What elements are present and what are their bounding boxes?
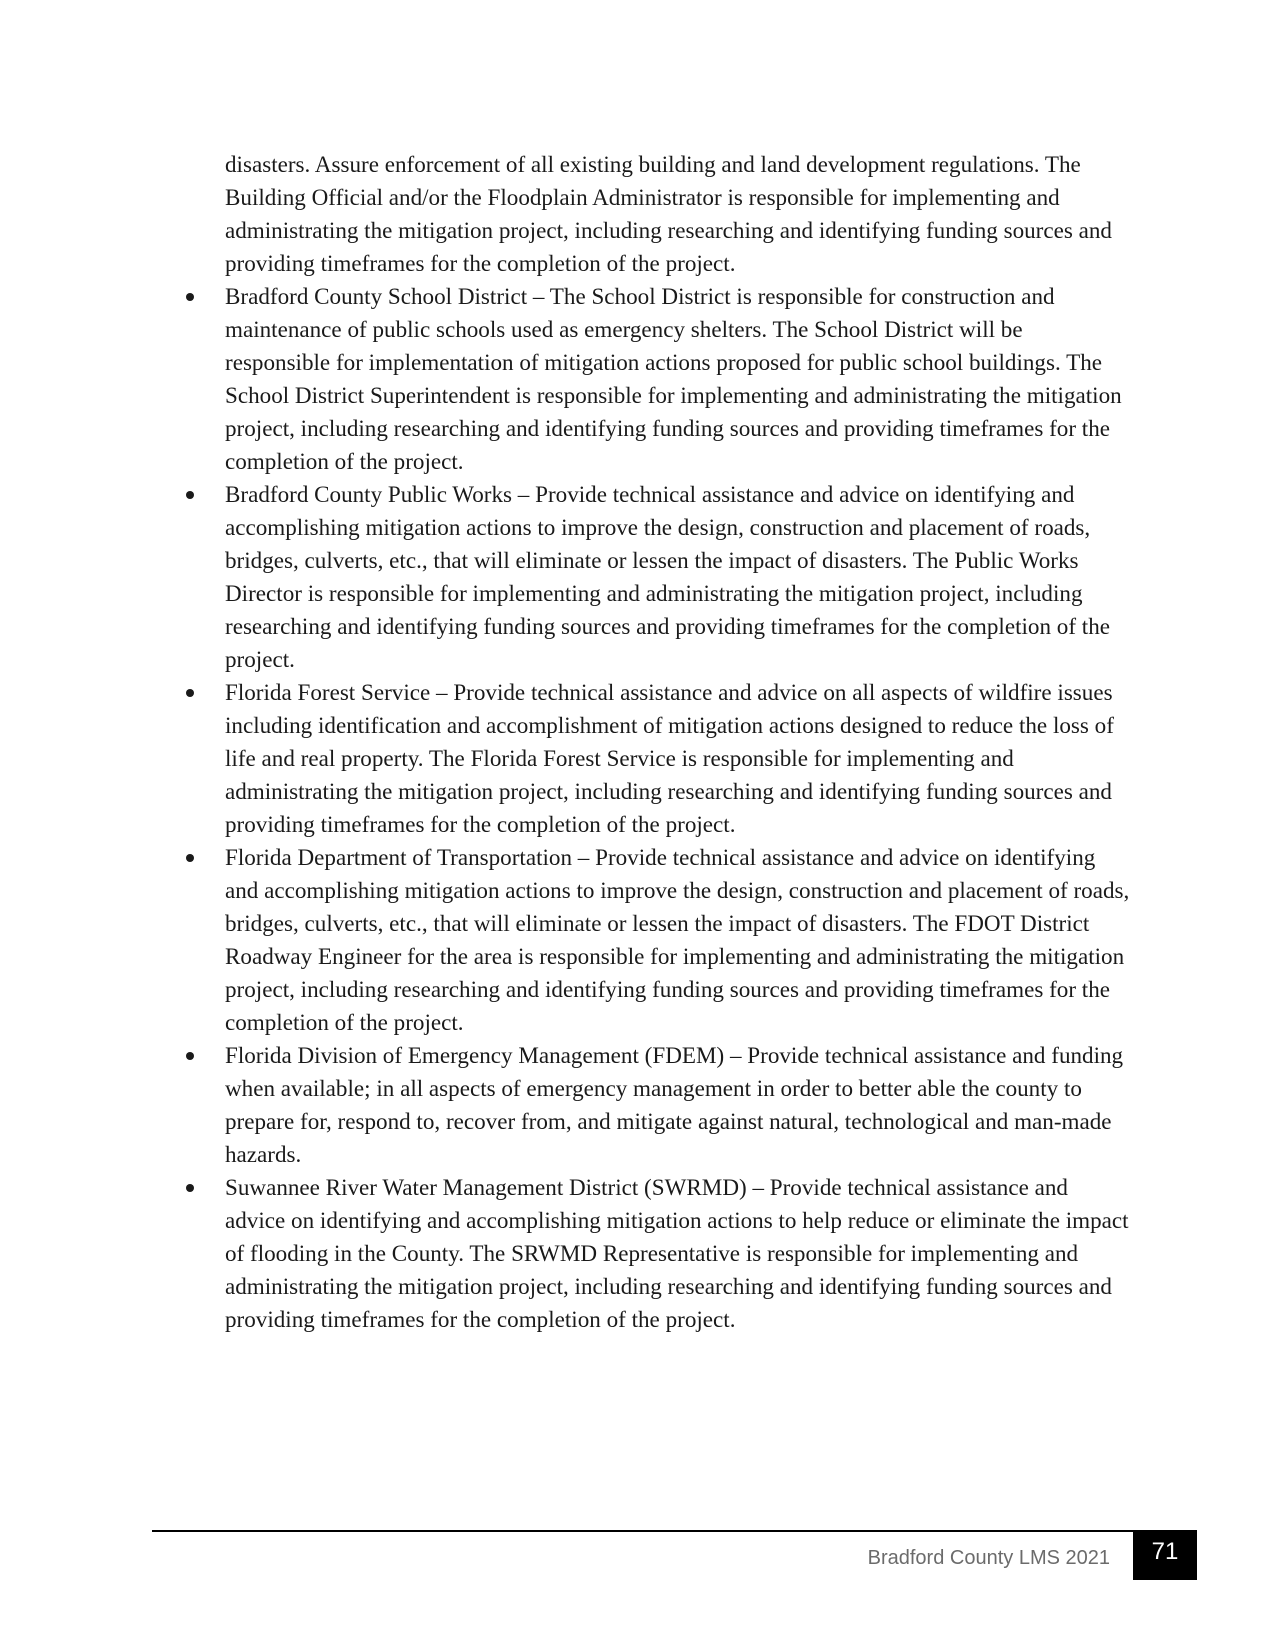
list-item (225, 478, 1130, 676)
agency-responsibility-list (225, 280, 1130, 1336)
list-item (225, 1171, 1130, 1336)
continued-paragraph: disasters. Assure enforcement of all existing building and land development regulations. The Building Official and/or the Floodplain Administrator is responsible for implementing and administrating the mitigation project, including researching and identifying funding sources and providing timeframes for the completion of the project. (225, 151, 1112, 276)
list-item (225, 841, 1130, 1039)
bullet-icon (186, 491, 194, 499)
bullet-icon (186, 689, 194, 697)
bullet-icon (186, 1052, 194, 1060)
list-item-text: Florida Forest Service – Provide technical assistance and advice on all aspects of wildfire issues including identification and accomplishment of mitigation actions designed to reduce the loss of life and real property. The Florida Forest Service is responsible for implementing and administrating the mitigation project, including researching and identifying funding sources and providing timeframes for the completion of the project. (225, 679, 1114, 837)
footer-document-title: Bradford County LMS 2021 (867, 1547, 1110, 1569)
bullet-icon (186, 293, 194, 301)
list-item-text: Suwannee River Water Management District (SWRMD) – Provide technical assistance and advice on identifying and accomplishing mitigation actions to help reduce or eliminate the impact of flooding in the County. The SRWMD Representative is responsible for implementing and administrating the mitigation project, including researching and identifying funding sources and providing timeframes for the completion of the project. (225, 1174, 1129, 1332)
list-item-text: Bradford County School District – The School District is responsible for construction and maintenance of public schools used as emergency shelters. The School District will be responsible for implementation of mitigation actions proposed for public school buildings. The School District Superintendent is responsible for implementing and administrating the mitigation project, including researching and identifying funding sources and providing timeframes for the completion of the project. (225, 283, 1122, 474)
page-body (225, 148, 1130, 1336)
list-item-text: Florida Division of Emergency Management (FDEM) – Provide technical assistance and funding when available; in all aspects of emergency management in order to better able the county to prepare for, respond to, recover from, and mitigate against natural, technological and man-made hazards. (225, 1042, 1124, 1167)
page-number-badge: 71 (1133, 1530, 1197, 1580)
bullet-icon (186, 1184, 194, 1192)
list-item (225, 280, 1130, 478)
list-item-text: Florida Department of Transportation – Provide technical assistance and advice on identifying and accomplishing mitigation actions to improve the design, construction and placement of roads, bridges, culverts, etc., that will eliminate or lessen the impact of disasters. The FDOT District Roadway Engineer for the area is responsible for implementing and administrating the mitigation project, including researching and identifying funding sources and providing timeframes for the completion of the project. (225, 844, 1130, 1035)
list-item-text: Bradford County Public Works – Provide technical assistance and advice on identifying and accomplishing mitigation actions to improve the design, construction and placement of roads, bridges, culverts, etc., that will eliminate or lessen the impact of disasters. The Public Works Director is responsible for implementing and administrating the mitigation project, including researching and identifying funding sources and providing timeframes for the completion of the project. (225, 481, 1111, 672)
footer-divider (152, 1530, 1197, 1532)
list-item (225, 676, 1130, 841)
list-item (225, 1039, 1130, 1171)
bullet-icon (186, 854, 194, 862)
